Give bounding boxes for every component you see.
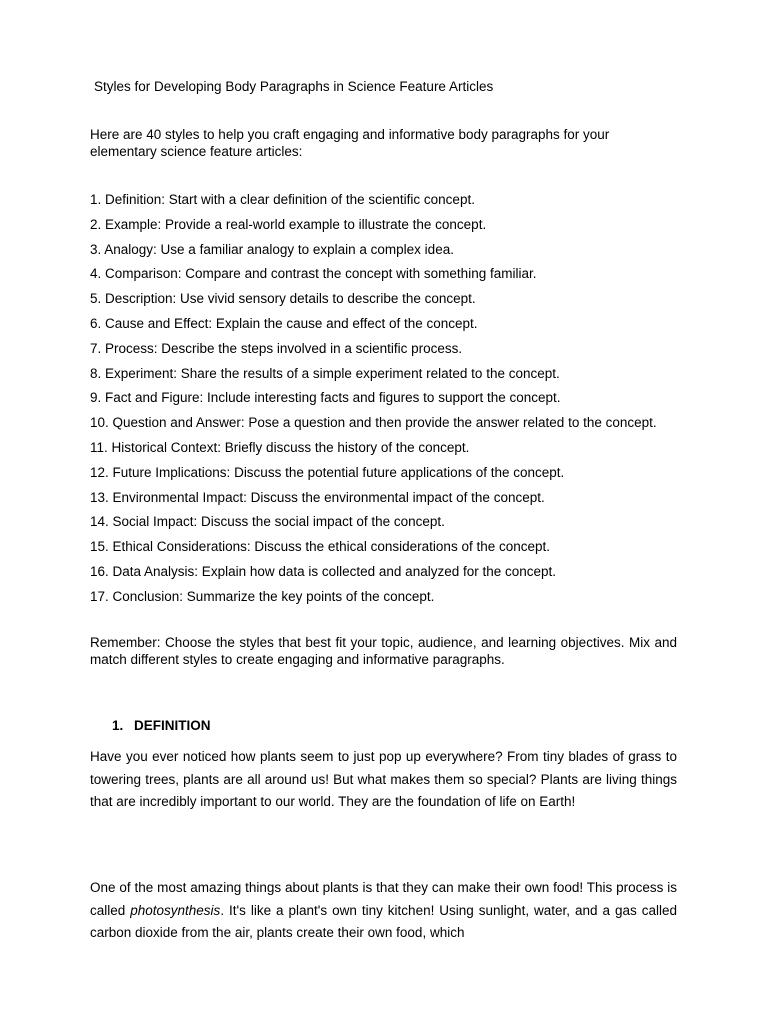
paragraph-2-text-end: . It's like a plant's own tiny kitchen! Using sunlight, water, and a gas called carbon dioxide from the air, plants create their own food, which — [90, 902, 678, 941]
paragraph-2-text-start: One of the most amazing things about plants is that they can make their own food! This process is called — [90, 880, 677, 918]
list-item: 1. Definition: Start with a clear definition of the scientific concept. — [90, 192, 475, 207]
list-item: 6. Cause and Effect: Explain the cause and effect of the concept. — [90, 315, 478, 331]
body-paragraph-1: Have you ever noticed how plants seem to just pop up everywhere? From tiny blades of grass to towering trees, plants are all around us! But what makes them so special? Plants are living things that are incredibly important to our world. They are the foundation of life on Earth! — [90, 749, 677, 810]
list-item: 4. Comparison: Compare and contrast the concept with something familiar. — [90, 266, 537, 282]
list-item: 14. Social Impact: Discuss the social impact of the concept. — [90, 514, 445, 530]
document-title: Styles for Developing Body Paragraphs in Science Feature Articles — [94, 79, 494, 94]
section-heading — [112, 717, 211, 734]
list-item: 16. Data Analysis: Explain how data is collected and analyzed for the concept. — [90, 563, 557, 579]
list-item: 8. Experiment: Share the results of a simple experiment related to the concept. — [90, 365, 560, 381]
section-number: 1. — [112, 718, 124, 733]
intro-paragraph: Here are 40 styles to help you craft engaging and informative body paragraphs for your elementary science feature articles: — [90, 127, 610, 159]
list-item: 15. Ethical Considerations: Discuss the ethical considerations of the concept. — [90, 539, 551, 555]
list-item: 3. Analogy: Use a familiar analogy to explain a complex idea. — [90, 241, 454, 257]
body-paragraph-2 — [90, 877, 677, 945]
list-item: 10. Question and Answer: Pose a question and then provide the answer related to the concept. — [90, 415, 657, 431]
list-item: 5. Description: Use vivid sensory details to describe the concept. — [90, 291, 476, 307]
photosynthesis-term: photosynthesis — [130, 902, 221, 918]
remember-note: Remember: Choose the styles that best fit your topic, audience, and learning objectives. Mix and match different styles to create engaging and informative paragraphs. — [90, 635, 677, 667]
list-item: 7. Process: Describe the steps involved in a scientific process. — [90, 340, 463, 356]
list-item: 17. Conclusion: Summarize the key points of the concept. — [90, 588, 435, 604]
section-title: DEFINITION — [134, 718, 211, 733]
styles-list — [90, 192, 677, 614]
list-item: 13. Environmental Impact: Discuss the environmental impact of the concept. — [90, 489, 545, 505]
list-item: 12. Future Implications: Discuss the potential future applications of the concept. — [90, 464, 565, 480]
list-item: 2. Example: Provide a real-world example to illustrate the concept. — [90, 216, 487, 232]
list-item: 11. Historical Context: Briefly discuss the history of the concept. — [90, 439, 470, 455]
list-item: 9. Fact and Figure: Include interesting facts and figures to support the concept. — [90, 390, 561, 406]
